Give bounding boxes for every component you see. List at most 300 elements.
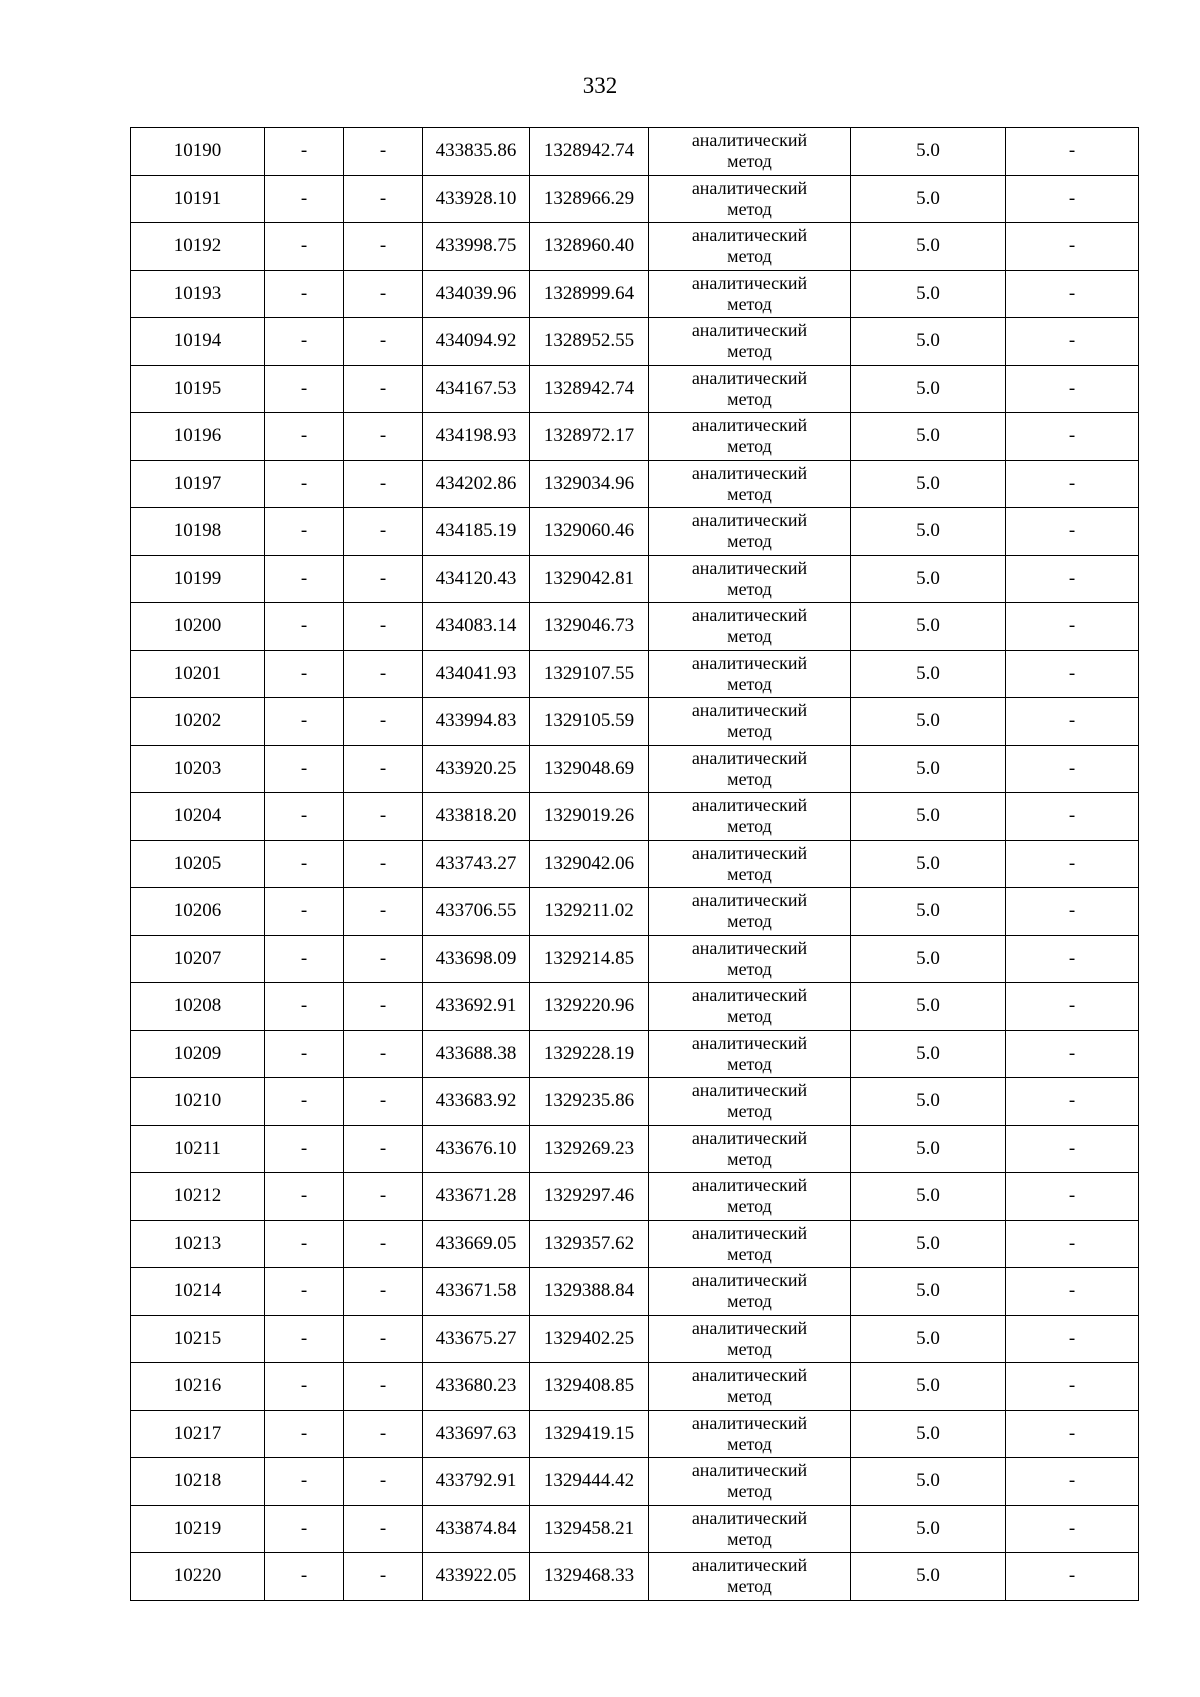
point-number-cell: 10203 <box>131 745 265 793</box>
column-8-cell: - <box>1006 935 1139 983</box>
column-3-cell: - <box>344 128 423 176</box>
method-cell <box>649 1268 851 1316</box>
method-cell <box>649 793 851 841</box>
column-3-cell: - <box>344 1268 423 1316</box>
accuracy-cell: 5.0 <box>851 840 1006 888</box>
point-number-cell: 10195 <box>131 365 265 413</box>
accuracy-cell: 5.0 <box>851 698 1006 746</box>
method-cell <box>649 698 851 746</box>
method-label-line: аналитический <box>691 747 808 768</box>
column-3-cell: - <box>344 508 423 556</box>
method-label-line: метод <box>727 388 772 409</box>
column-2-cell: - <box>265 365 344 413</box>
column-2-cell: - <box>265 1078 344 1126</box>
column-2-cell: - <box>265 270 344 318</box>
x-coordinate-cell: 434039.96 <box>423 270 530 318</box>
column-3-cell: - <box>344 1363 423 1411</box>
x-coordinate-cell: 433922.05 <box>423 1553 530 1601</box>
column-2-cell: - <box>265 1410 344 1458</box>
x-coordinate-cell: 434120.43 <box>423 555 530 603</box>
y-coordinate-cell: 1329042.81 <box>530 555 649 603</box>
column-2-cell: - <box>265 888 344 936</box>
accuracy-cell: 5.0 <box>851 1030 1006 1078</box>
x-coordinate-cell: 433676.10 <box>423 1125 530 1173</box>
accuracy-cell: 5.0 <box>851 1363 1006 1411</box>
column-2-cell: - <box>265 175 344 223</box>
point-number-cell: 10212 <box>131 1173 265 1221</box>
y-coordinate-cell: 1329269.23 <box>530 1125 649 1173</box>
method-label-line: аналитический <box>691 1412 808 1433</box>
point-number-cell: 10190 <box>131 128 265 176</box>
column-3-cell: - <box>344 1458 423 1506</box>
point-number-cell: 10220 <box>131 1553 265 1601</box>
accuracy-cell: 5.0 <box>851 793 1006 841</box>
table-row <box>131 508 1139 556</box>
point-number-cell: 10217 <box>131 1410 265 1458</box>
column-3-cell: - <box>344 983 423 1031</box>
method-label-line: аналитический <box>691 1460 808 1481</box>
x-coordinate-cell: 433680.23 <box>423 1363 530 1411</box>
page-number: 332 <box>582 73 618 98</box>
column-8-cell: - <box>1006 840 1139 888</box>
y-coordinate-cell: 1329402.25 <box>530 1315 649 1363</box>
point-number-cell: 10196 <box>131 413 265 461</box>
column-8-cell: - <box>1006 888 1139 936</box>
method-cell <box>649 128 851 176</box>
table-row <box>131 1078 1139 1126</box>
x-coordinate-cell: 433835.86 <box>423 128 530 176</box>
y-coordinate-cell: 1329444.42 <box>530 1458 649 1506</box>
x-coordinate-cell: 433998.75 <box>423 223 530 271</box>
table-row <box>131 650 1139 698</box>
column-8-cell: - <box>1006 1220 1139 1268</box>
point-number-cell: 10192 <box>131 223 265 271</box>
method-label-line: метод <box>727 1481 772 1502</box>
accuracy-cell: 5.0 <box>851 650 1006 698</box>
table-row <box>131 1125 1139 1173</box>
accuracy-cell: 5.0 <box>851 128 1006 176</box>
x-coordinate-cell: 433675.27 <box>423 1315 530 1363</box>
column-3-cell: - <box>344 1125 423 1173</box>
point-number-cell: 10194 <box>131 318 265 366</box>
x-coordinate-cell: 434094.92 <box>423 318 530 366</box>
method-label-line: метод <box>727 816 772 837</box>
method-cell <box>649 745 851 793</box>
x-coordinate-cell: 433671.58 <box>423 1268 530 1316</box>
point-number-cell: 10219 <box>131 1505 265 1553</box>
column-8-cell: - <box>1006 555 1139 603</box>
method-label-line: метод <box>727 1576 772 1597</box>
column-2-cell: - <box>265 698 344 746</box>
method-label-line: метод <box>727 863 772 884</box>
method-label-line: аналитический <box>691 462 808 483</box>
method-label-line: метод <box>727 721 772 742</box>
method-label-line: аналитический <box>691 890 808 911</box>
method-label-line: метод <box>727 483 772 504</box>
method-label-line: метод <box>727 1433 772 1454</box>
method-cell <box>649 1363 851 1411</box>
method-label-line: метод <box>727 341 772 362</box>
x-coordinate-cell: 433669.05 <box>423 1220 530 1268</box>
column-8-cell: - <box>1006 1315 1139 1363</box>
method-label-line: аналитический <box>691 605 808 626</box>
table-row <box>131 1315 1139 1363</box>
x-coordinate-cell: 434202.86 <box>423 460 530 508</box>
column-8-cell: - <box>1006 603 1139 651</box>
y-coordinate-cell: 1328999.64 <box>530 270 649 318</box>
point-number-cell: 10211 <box>131 1125 265 1173</box>
column-3-cell: - <box>344 745 423 793</box>
method-label-line: метод <box>727 958 772 979</box>
y-coordinate-cell: 1329046.73 <box>530 603 649 651</box>
column-8-cell: - <box>1006 1268 1139 1316</box>
column-2-cell: - <box>265 1363 344 1411</box>
method-cell <box>649 1315 851 1363</box>
y-coordinate-cell: 1328972.17 <box>530 413 649 461</box>
column-2-cell: - <box>265 1268 344 1316</box>
y-coordinate-cell: 1329228.19 <box>530 1030 649 1078</box>
coordinates-table <box>130 127 1139 1601</box>
y-coordinate-cell: 1329419.15 <box>530 1410 649 1458</box>
column-8-cell: - <box>1006 1125 1139 1173</box>
column-2-cell: - <box>265 650 344 698</box>
table-row <box>131 603 1139 651</box>
method-cell <box>649 555 851 603</box>
method-label-line: аналитический <box>691 367 808 388</box>
accuracy-cell: 5.0 <box>851 270 1006 318</box>
y-coordinate-cell: 1329468.33 <box>530 1553 649 1601</box>
accuracy-cell: 5.0 <box>851 318 1006 366</box>
column-3-cell: - <box>344 935 423 983</box>
table-row <box>131 935 1139 983</box>
point-number-cell: 10191 <box>131 175 265 223</box>
accuracy-cell: 5.0 <box>851 1078 1006 1126</box>
x-coordinate-cell: 433698.09 <box>423 935 530 983</box>
point-number-cell: 10207 <box>131 935 265 983</box>
x-coordinate-cell: 433743.27 <box>423 840 530 888</box>
column-3-cell: - <box>344 175 423 223</box>
method-cell <box>649 1173 851 1221</box>
column-8-cell: - <box>1006 1363 1139 1411</box>
accuracy-cell: 5.0 <box>851 508 1006 556</box>
column-8-cell: - <box>1006 1458 1139 1506</box>
accuracy-cell: 5.0 <box>851 1458 1006 1506</box>
method-label-line: аналитический <box>691 415 808 436</box>
accuracy-cell: 5.0 <box>851 1315 1006 1363</box>
column-3-cell: - <box>344 1173 423 1221</box>
method-cell <box>649 175 851 223</box>
column-8-cell: - <box>1006 1078 1139 1126</box>
column-8-cell: - <box>1006 1553 1139 1601</box>
table-row <box>131 318 1139 366</box>
column-8-cell: - <box>1006 1030 1139 1078</box>
method-label-line: аналитический <box>691 842 808 863</box>
column-8-cell: - <box>1006 128 1139 176</box>
method-cell <box>649 460 851 508</box>
method-label-line: аналитический <box>691 1555 808 1576</box>
column-8-cell: - <box>1006 1410 1139 1458</box>
table-row <box>131 175 1139 223</box>
y-coordinate-cell: 1329458.21 <box>530 1505 649 1553</box>
method-cell <box>649 1030 851 1078</box>
column-3-cell: - <box>344 365 423 413</box>
column-8-cell: - <box>1006 745 1139 793</box>
method-label-line: аналитический <box>691 1175 808 1196</box>
accuracy-cell: 5.0 <box>851 888 1006 936</box>
column-3-cell: - <box>344 555 423 603</box>
table-row <box>131 745 1139 793</box>
column-2-cell: - <box>265 935 344 983</box>
x-coordinate-cell: 433671.28 <box>423 1173 530 1221</box>
column-3-cell: - <box>344 793 423 841</box>
y-coordinate-cell: 1329408.85 <box>530 1363 649 1411</box>
y-coordinate-cell: 1329034.96 <box>530 460 649 508</box>
point-number-cell: 10216 <box>131 1363 265 1411</box>
table-row <box>131 840 1139 888</box>
y-coordinate-cell: 1329107.55 <box>530 650 649 698</box>
x-coordinate-cell: 434198.93 <box>423 413 530 461</box>
column-2-cell: - <box>265 1125 344 1173</box>
table-body <box>131 128 1139 1601</box>
method-label-line: метод <box>727 911 772 932</box>
method-label-line: метод <box>727 531 772 552</box>
method-label-line: метод <box>727 1196 772 1217</box>
point-number-cell: 10197 <box>131 460 265 508</box>
column-8-cell: - <box>1006 223 1139 271</box>
y-coordinate-cell: 1329220.96 <box>530 983 649 1031</box>
column-8-cell: - <box>1006 413 1139 461</box>
accuracy-cell: 5.0 <box>851 1220 1006 1268</box>
table-row <box>131 698 1139 746</box>
accuracy-cell: 5.0 <box>851 1410 1006 1458</box>
point-number-cell: 10201 <box>131 650 265 698</box>
method-label-line: метод <box>727 198 772 219</box>
method-label-line: метод <box>727 673 772 694</box>
table-row <box>131 793 1139 841</box>
table-row <box>131 1410 1139 1458</box>
table-row <box>131 1505 1139 1553</box>
method-cell <box>649 223 851 271</box>
table-row <box>131 1553 1139 1601</box>
column-2-cell: - <box>265 128 344 176</box>
x-coordinate-cell: 433818.20 <box>423 793 530 841</box>
accuracy-cell: 5.0 <box>851 555 1006 603</box>
column-3-cell: - <box>344 603 423 651</box>
point-number-cell: 10193 <box>131 270 265 318</box>
column-8-cell: - <box>1006 460 1139 508</box>
table-row <box>131 270 1139 318</box>
column-2-cell: - <box>265 460 344 508</box>
table-row <box>131 1220 1139 1268</box>
y-coordinate-cell: 1329048.69 <box>530 745 649 793</box>
method-label-line: аналитический <box>691 652 808 673</box>
table-row <box>131 888 1139 936</box>
column-2-cell: - <box>265 318 344 366</box>
method-label-line: метод <box>727 293 772 314</box>
column-2-cell: - <box>265 1220 344 1268</box>
method-label-line: аналитический <box>691 1222 808 1243</box>
column-8-cell: - <box>1006 698 1139 746</box>
x-coordinate-cell: 433792.91 <box>423 1458 530 1506</box>
method-label-line: аналитический <box>691 700 808 721</box>
column-8-cell: - <box>1006 270 1139 318</box>
table-row <box>131 1363 1139 1411</box>
y-coordinate-cell: 1329235.86 <box>530 1078 649 1126</box>
point-number-cell: 10213 <box>131 1220 265 1268</box>
x-coordinate-cell: 434083.14 <box>423 603 530 651</box>
column-3-cell: - <box>344 698 423 746</box>
method-label-line: аналитический <box>691 1080 808 1101</box>
x-coordinate-cell: 434185.19 <box>423 508 530 556</box>
x-coordinate-cell: 433706.55 <box>423 888 530 936</box>
method-label-line: аналитический <box>691 1317 808 1338</box>
x-coordinate-cell: 433688.38 <box>423 1030 530 1078</box>
table-row <box>131 555 1139 603</box>
column-8-cell: - <box>1006 1505 1139 1553</box>
y-coordinate-cell: 1328966.29 <box>530 175 649 223</box>
method-cell <box>649 1458 851 1506</box>
accuracy-cell: 5.0 <box>851 983 1006 1031</box>
column-2-cell: - <box>265 1173 344 1221</box>
method-cell <box>649 413 851 461</box>
y-coordinate-cell: 1329042.06 <box>530 840 649 888</box>
table-row <box>131 1458 1139 1506</box>
method-cell <box>649 1410 851 1458</box>
column-8-cell: - <box>1006 508 1139 556</box>
method-cell <box>649 270 851 318</box>
accuracy-cell: 5.0 <box>851 223 1006 271</box>
point-number-cell: 10199 <box>131 555 265 603</box>
y-coordinate-cell: 1328960.40 <box>530 223 649 271</box>
column-2-cell: - <box>265 508 344 556</box>
method-cell <box>649 603 851 651</box>
method-cell <box>649 840 851 888</box>
point-number-cell: 10200 <box>131 603 265 651</box>
point-number-cell: 10210 <box>131 1078 265 1126</box>
point-number-cell: 10204 <box>131 793 265 841</box>
method-label-line: метод <box>727 626 772 647</box>
method-label-line: метод <box>727 1386 772 1407</box>
method-label-line: метод <box>727 436 772 457</box>
accuracy-cell: 5.0 <box>851 603 1006 651</box>
method-label-line: метод <box>727 578 772 599</box>
column-8-cell: - <box>1006 175 1139 223</box>
method-label-line: метод <box>727 246 772 267</box>
method-cell <box>649 318 851 366</box>
method-label-line: аналитический <box>691 225 808 246</box>
method-label-line: метод <box>727 1243 772 1264</box>
y-coordinate-cell: 1329060.46 <box>530 508 649 556</box>
column-3-cell: - <box>344 318 423 366</box>
column-3-cell: - <box>344 888 423 936</box>
column-8-cell: - <box>1006 650 1139 698</box>
column-2-cell: - <box>265 745 344 793</box>
method-label-line: аналитический <box>691 1365 808 1386</box>
column-3-cell: - <box>344 1220 423 1268</box>
method-label-line: аналитический <box>691 1507 808 1528</box>
x-coordinate-cell: 433692.91 <box>423 983 530 1031</box>
point-number-cell: 10218 <box>131 1458 265 1506</box>
accuracy-cell: 5.0 <box>851 935 1006 983</box>
x-coordinate-cell: 433928.10 <box>423 175 530 223</box>
column-2-cell: - <box>265 555 344 603</box>
column-3-cell: - <box>344 270 423 318</box>
y-coordinate-cell: 1329211.02 <box>530 888 649 936</box>
method-label-line: аналитический <box>691 130 808 151</box>
method-label-line: аналитический <box>691 510 808 531</box>
method-cell <box>649 1125 851 1173</box>
accuracy-cell: 5.0 <box>851 175 1006 223</box>
method-cell <box>649 650 851 698</box>
table-row <box>131 460 1139 508</box>
y-coordinate-cell: 1329019.26 <box>530 793 649 841</box>
column-2-cell: - <box>265 1553 344 1601</box>
column-3-cell: - <box>344 1553 423 1601</box>
method-cell <box>649 888 851 936</box>
column-3-cell: - <box>344 1030 423 1078</box>
x-coordinate-cell: 434041.93 <box>423 650 530 698</box>
y-coordinate-cell: 1329297.46 <box>530 1173 649 1221</box>
method-label-line: метод <box>727 1053 772 1074</box>
accuracy-cell: 5.0 <box>851 1125 1006 1173</box>
x-coordinate-cell: 433994.83 <box>423 698 530 746</box>
column-2-cell: - <box>265 983 344 1031</box>
table-row <box>131 1268 1139 1316</box>
accuracy-cell: 5.0 <box>851 413 1006 461</box>
method-label-line: метод <box>727 1101 772 1122</box>
y-coordinate-cell: 1329214.85 <box>530 935 649 983</box>
column-2-cell: - <box>265 1505 344 1553</box>
table-row <box>131 365 1139 413</box>
method-label-line: метод <box>727 1528 772 1549</box>
accuracy-cell: 5.0 <box>851 1505 1006 1553</box>
method-label-line: метод <box>727 1338 772 1359</box>
y-coordinate-cell: 1328942.74 <box>530 128 649 176</box>
x-coordinate-cell: 433683.92 <box>423 1078 530 1126</box>
column-8-cell: - <box>1006 793 1139 841</box>
method-cell <box>649 1220 851 1268</box>
x-coordinate-cell: 433874.84 <box>423 1505 530 1553</box>
method-label-line: аналитический <box>691 1127 808 1148</box>
column-8-cell: - <box>1006 1173 1139 1221</box>
y-coordinate-cell: 1329357.62 <box>530 1220 649 1268</box>
table-row <box>131 413 1139 461</box>
method-cell <box>649 1078 851 1126</box>
column-3-cell: - <box>344 1078 423 1126</box>
method-cell <box>649 1553 851 1601</box>
method-label-line: метод <box>727 1291 772 1312</box>
y-coordinate-cell: 1328942.74 <box>530 365 649 413</box>
table-row <box>131 1173 1139 1221</box>
column-2-cell: - <box>265 793 344 841</box>
method-label-line: аналитический <box>691 937 808 958</box>
column-2-cell: - <box>265 1030 344 1078</box>
method-label-line: метод <box>727 1006 772 1027</box>
column-3-cell: - <box>344 840 423 888</box>
y-coordinate-cell: 1329105.59 <box>530 698 649 746</box>
method-label-line: аналитический <box>691 557 808 578</box>
method-label-line: аналитический <box>691 320 808 341</box>
method-cell <box>649 935 851 983</box>
method-label-line: метод <box>727 151 772 172</box>
x-coordinate-cell: 433920.25 <box>423 745 530 793</box>
method-cell <box>649 365 851 413</box>
column-8-cell: - <box>1006 365 1139 413</box>
method-label-line: аналитический <box>691 272 808 293</box>
method-label-line: аналитический <box>691 1032 808 1053</box>
column-2-cell: - <box>265 413 344 461</box>
point-number-cell: 10209 <box>131 1030 265 1078</box>
